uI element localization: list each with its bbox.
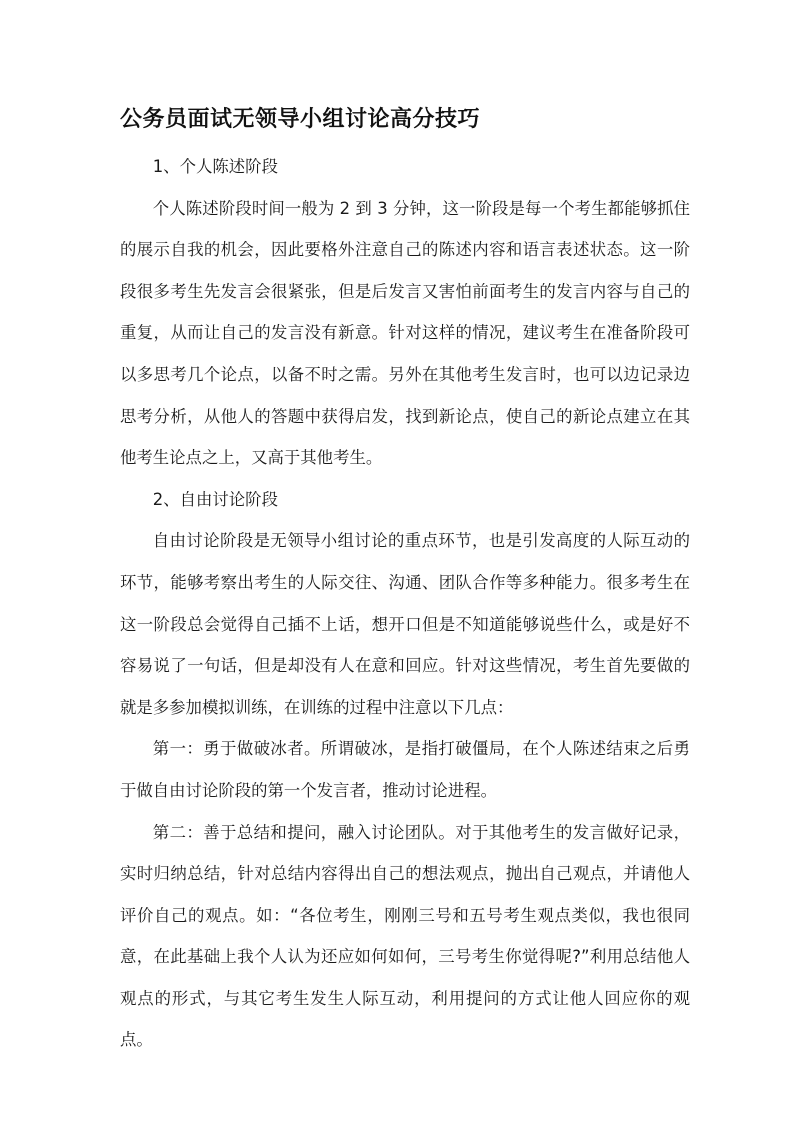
paragraph-tip-summarize-ask: 第二：善于总结和提问，融入讨论团队。对于其他考生的发言做好记录，实时归纳总结，针对总结内容得出自己的想法观点，抛出自己观点，并请他人评价自己的观点。如：“各位考生，刚刚三号和五号考生观点类似，我也很同意，在此基础上我个人认为还应如何如何，三号考生你觉得呢?”利用总结他人观点的形式，与其它考生发生人际互动，利用提问的方式让他人回应你的观点。 <box>120 822 690 1050</box>
paragraph-free-discussion: 自由讨论阶段是无领导小组讨论的重点环节，也是引发高度的人际互动的环节，能够考察出考生的人际交往、沟通、团队合作等多种能力。很多考生在这一阶段总会觉得自己插不上话，想开口但是不知道能够说些什么，或是好不容易说了一句话，但是却没有人在意和回应。针对这些情况，考生首先要做的就是多参加模拟训练，在训练的过程中注意以下几点： <box>120 531 690 717</box>
document-body <box>120 146 690 1061</box>
section-heading-free-discussion: 2、自由讨论阶段 <box>152 489 278 509</box>
section-heading-personal-statement: 1、个人陈述阶段 <box>152 157 278 176</box>
paragraph-tip-icebreaker: 第一：勇于做破冰者。所谓破冰，是指打破僵局，在个人陈述结束之后勇于做自由讨论阶段的第一个发言者，推动讨论进程。 <box>120 739 690 800</box>
paragraph-personal-statement: 个人陈述阶段时间一般为 2 到 3 分钟，这一阶段是每一个考生都能够抓住的展示自我的机会，因此要格外注意自己的陈述内容和语言表述状态。这一阶段很多考生先发言会很紧张，但是后发言又害怕前面考生的发言内容与自己的重复，从而让自己的发言没有新意。针对这样的情况，建议考生在准备阶段可以多思考几个论点，以备不时之需。另外在其他考生发言时，也可以边记录边思考分析，从他人的答题中获得启发，找到新论点，使自己的新论点建立在其他考生论点之上，又高于其他考生。 <box>120 198 690 468</box>
document-title: 公务员面试无领导小组讨论高分技巧 <box>120 107 481 132</box>
